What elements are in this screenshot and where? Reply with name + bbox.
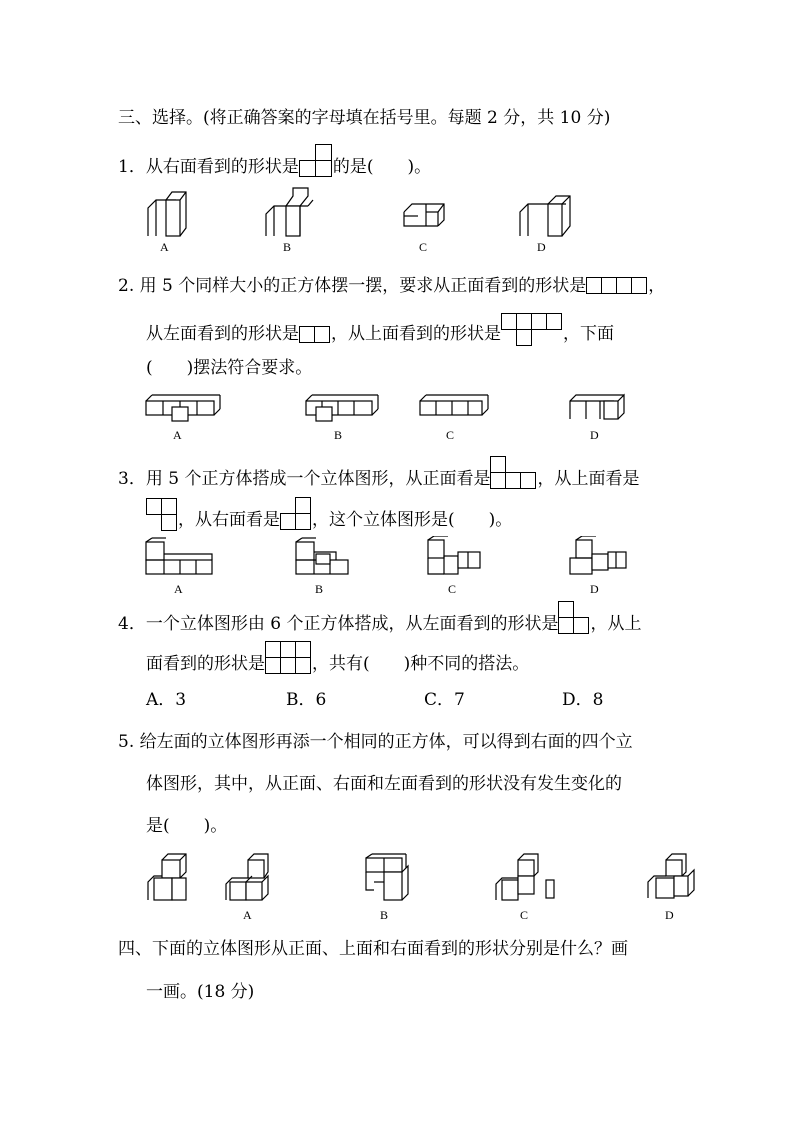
q4-stem-line1: 4．一个立体图形由 6 个正方体搭成，从左面看到的形状是 ，从上 xyxy=(118,612,641,635)
q2-stem-line3: ( )摆法符合要求。 xyxy=(146,357,313,378)
q3-label-d: D xyxy=(590,582,599,596)
q2-label-b: B xyxy=(334,428,343,442)
q3-figure-d xyxy=(570,536,626,574)
q2-front-shape-icon xyxy=(586,277,648,294)
q3-figures xyxy=(140,536,640,580)
q5-stem-line1: 5. 给左面的立体图形再添一个相同的正方体，可以得到右面的四个立 xyxy=(118,732,633,752)
q5-label-b: B xyxy=(380,908,389,922)
q3-figure-b xyxy=(296,538,348,574)
q1-label-a: A xyxy=(160,240,169,254)
section4-heading-line2: 一画。(18 分) xyxy=(146,982,255,1002)
section4-heading-line1: 四、下面的立体图形从正面、上面和右面看到的形状分别是什么？画 xyxy=(118,939,628,959)
q2-label-d: D xyxy=(590,428,599,442)
q2-stem-line1: 2. 用 5 个同样大小的正方体摆一摆，要求从正面看到的形状是 ， xyxy=(118,275,666,296)
q2-figure-d xyxy=(570,395,624,419)
q3-label-a: A xyxy=(174,582,183,596)
q3-stem-line2: ，从右面看是 ，这个立体图形是( )。 xyxy=(146,508,512,532)
q1-figure-a xyxy=(148,192,186,236)
q5-stem-line2: 体图形，其中，从正面、右面和左面看到的形状没有发生变化的 xyxy=(146,774,622,794)
q3-stem-line1: 3．用 5 个正方体搭成一个立体图形，从正面看是 ，从上面看是 xyxy=(118,467,639,490)
q3-figure-c xyxy=(428,536,480,574)
q2-figure-b xyxy=(306,395,378,421)
q2-stem-line2: 从左面看到的形状是 ，从上面看到的形状是 ，下面 xyxy=(146,321,614,347)
q1-label-c: C xyxy=(419,240,428,254)
q5-label-c: C xyxy=(520,908,529,922)
q4-top-shape-icon xyxy=(265,641,312,675)
q2-label-c: C xyxy=(446,428,455,442)
q5-stem-line3: 是( )。 xyxy=(146,816,228,836)
section3-heading: 三、选择。(将正确答案的字母填在括号里。每题 2 分，共 10 分) xyxy=(118,107,611,128)
q1-figure-b xyxy=(266,188,313,236)
q4-option-b: B．6 xyxy=(286,690,327,710)
q3-label-b: B xyxy=(315,582,324,596)
q4-option-d: D．8 xyxy=(562,690,604,710)
q5-figure-a xyxy=(226,854,268,900)
q3-top-shape-icon xyxy=(146,498,178,532)
q1-label-d: D xyxy=(537,240,546,254)
q3-front-shape-icon xyxy=(490,456,537,490)
q5-label-d: D xyxy=(665,908,674,922)
q5-figures xyxy=(140,852,700,908)
q1-shape-icon xyxy=(299,144,333,178)
q2-label-a: A xyxy=(173,428,182,442)
q3-label-c: C xyxy=(448,582,457,596)
q4-left-shape-icon xyxy=(558,601,590,635)
q5-figure-d xyxy=(648,854,694,898)
q2-top-shape-icon xyxy=(501,313,563,347)
q2-left-shape-icon xyxy=(299,326,331,343)
q4-option-a: A．3 xyxy=(146,690,187,710)
q5-figure-c xyxy=(496,854,554,900)
q1-figures xyxy=(138,186,598,238)
q5-label-a: A xyxy=(243,908,252,922)
q4-option-c: C．7 xyxy=(424,690,465,710)
q1-figure-d xyxy=(520,196,570,236)
q4-stem-line2: 面看到的形状是 ，共有( )种不同的搭法。 xyxy=(146,652,529,675)
q2-figure-a xyxy=(146,395,220,421)
q1-figure-c xyxy=(404,204,444,226)
q3-right-shape-icon xyxy=(280,497,312,531)
q2-figures xyxy=(140,393,640,427)
q1-stem: 1．从右面看到的形状是 的是( )。 xyxy=(118,155,431,178)
q3-figure-a xyxy=(146,538,212,574)
q5-original-figure xyxy=(148,854,186,900)
q2-figure-c xyxy=(420,395,488,415)
q5-figure-b xyxy=(366,854,408,900)
q1-label-b: B xyxy=(283,240,292,254)
